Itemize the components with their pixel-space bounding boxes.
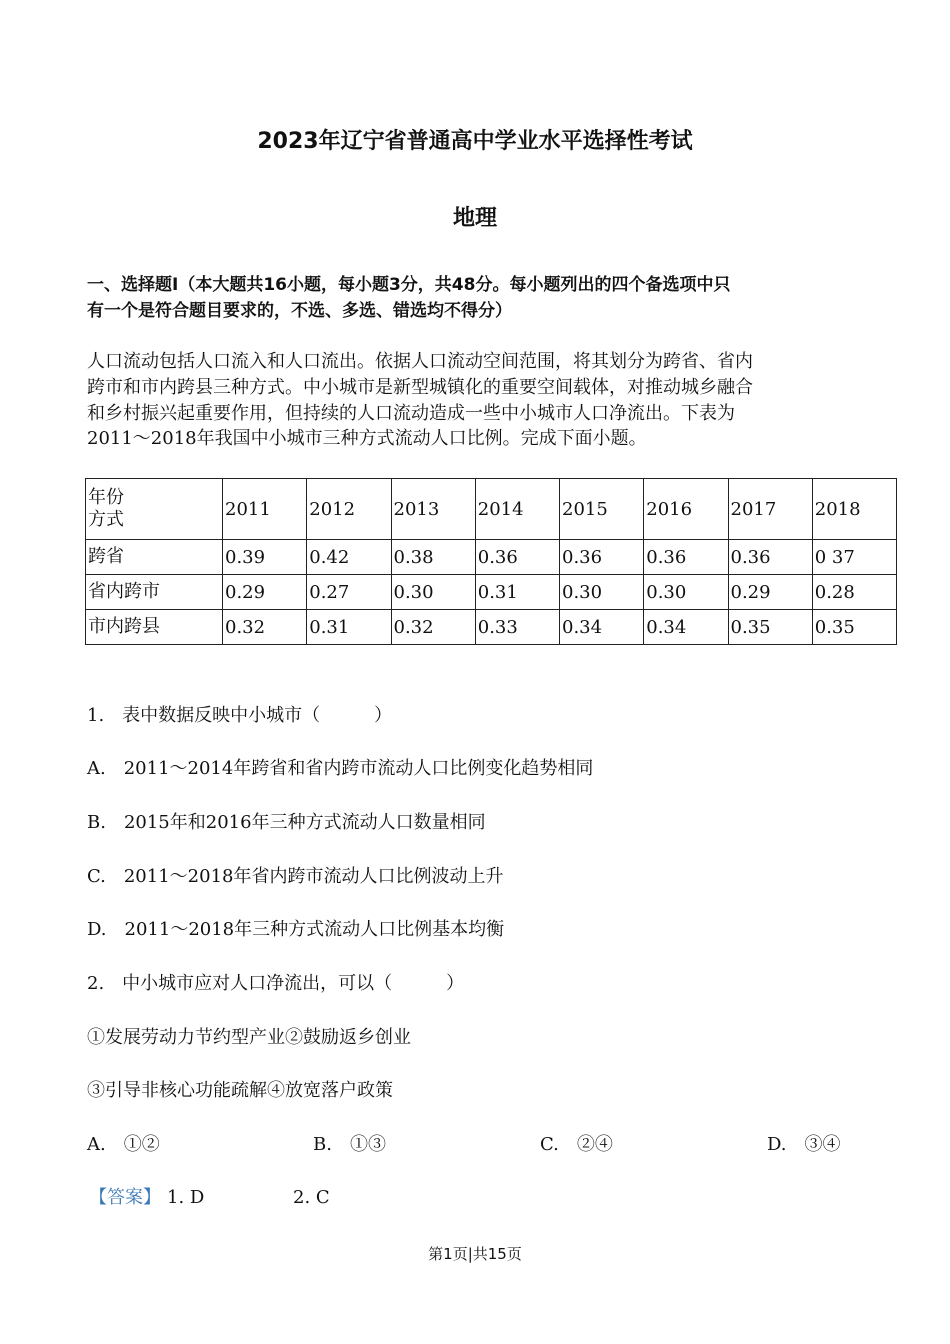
passage-line: 2011～2018年我国中小城市三种方式流动人口比例。完成下面小题。 [87, 428, 647, 449]
answer-1: 1. D [167, 1187, 205, 1208]
table-row [86, 540, 897, 575]
table-cell: 0.35 [812, 610, 896, 645]
table-cell: 0 37 [812, 540, 896, 575]
corner-cell [86, 479, 223, 540]
table-cell: 0.32 [391, 610, 475, 645]
table-cell: 0.34 [560, 610, 644, 645]
year-header: 2017 [728, 479, 812, 540]
year-header: 2016 [644, 479, 728, 540]
table-cell: 0.31 [475, 575, 559, 610]
table-cell: 0.36 [475, 540, 559, 575]
question-1-option-d: D. 2011～2018年三种方式流动人口比例基本均衡 [87, 919, 505, 940]
corner-top: 年份 [88, 487, 124, 508]
passage-line: 和乡村振兴起重要作用，但持续的人口流动造成一些中小城市人口净流出。下表为 [87, 403, 735, 424]
data-table [85, 478, 897, 645]
subject-title: 地理 [452, 206, 497, 231]
row-label: 跨省 [86, 540, 223, 575]
table-cell: 0.30 [391, 575, 475, 610]
section-heading-2: 有一个是符合题目要求的，不选、多选、错选均不得分） [87, 301, 512, 321]
question-2-stem: 2. 中小城市应对人口净流出，可以（ ） [87, 973, 465, 994]
question-2-option-c: C. ②④ [540, 1134, 613, 1155]
table-cell: 0.32 [223, 610, 307, 645]
answer-label: 【答案】 [89, 1187, 161, 1208]
question-1-option-b: B. 2015年和2016年三种方式流动人口数量相同 [87, 812, 486, 833]
corner-bottom: 方式 [88, 509, 124, 530]
table-cell: 0.27 [307, 575, 391, 610]
question-2-item: ③引导非核心功能疏解④放宽落户政策 [87, 1080, 393, 1101]
table-cell: 0.31 [307, 610, 391, 645]
table-row [86, 610, 897, 645]
question-1-option-a: A. 2011～2014年跨省和省内跨市流动人口比例变化趋势相同 [87, 758, 594, 779]
question-1-stem: 1. 表中数据反映中小城市（ ） [87, 705, 393, 726]
answer-2: 2. C [293, 1187, 330, 1208]
question-2-item: ①发展劳动力节约型产业②鼓励返乡创业 [87, 1027, 411, 1048]
table-row [86, 575, 897, 610]
question-2-option-d: D. ③④ [767, 1134, 841, 1155]
table-cell: 0.36 [728, 540, 812, 575]
question-2-option-b: B. ①③ [313, 1134, 386, 1155]
table-cell: 0.42 [307, 540, 391, 575]
table-cell: 0.36 [644, 540, 728, 575]
table-cell: 0.29 [728, 575, 812, 610]
year-header: 2015 [560, 479, 644, 540]
table-header-row [86, 479, 897, 540]
page-footer: 第1页|共15页 [428, 1245, 522, 1263]
passage-line: 人口流动包括人口流入和人口流出。依据人口流动空间范围，将其划分为跨省、省内 [87, 351, 753, 372]
table-cell: 0.34 [644, 610, 728, 645]
table-cell: 0.33 [475, 610, 559, 645]
table-cell: 0.39 [223, 540, 307, 575]
year-header: 2013 [391, 479, 475, 540]
passage-line: 跨市和市内跨县三种方式。中小城市是新型城镇化的重要空间载体，对推动城乡融合 [87, 377, 753, 398]
year-header: 2012 [307, 479, 391, 540]
doc-title: 2023年辽宁省普通高中学业水平选择性考试 [257, 129, 693, 154]
row-label: 市内跨县 [86, 610, 223, 645]
table-cell: 0.29 [223, 575, 307, 610]
year-header: 2018 [812, 479, 896, 540]
table-cell: 0.30 [560, 575, 644, 610]
year-header: 2014 [475, 479, 559, 540]
table-cell: 0.30 [644, 575, 728, 610]
year-header: 2011 [223, 479, 307, 540]
table-cell: 0.38 [391, 540, 475, 575]
question-1-option-c: C. 2011～2018年省内跨市流动人口比例波动上升 [87, 866, 504, 887]
question-2-option-a: A. ①② [87, 1134, 160, 1155]
section-heading-1: 一、选择题Ⅰ（本大题共16小题，每小题3分，共48分。每小题列出的四个备选项中只 [87, 275, 731, 295]
row-label: 省内跨市 [86, 575, 223, 610]
table-cell: 0.35 [728, 610, 812, 645]
table-cell: 0.28 [812, 575, 896, 610]
table-cell: 0.36 [560, 540, 644, 575]
